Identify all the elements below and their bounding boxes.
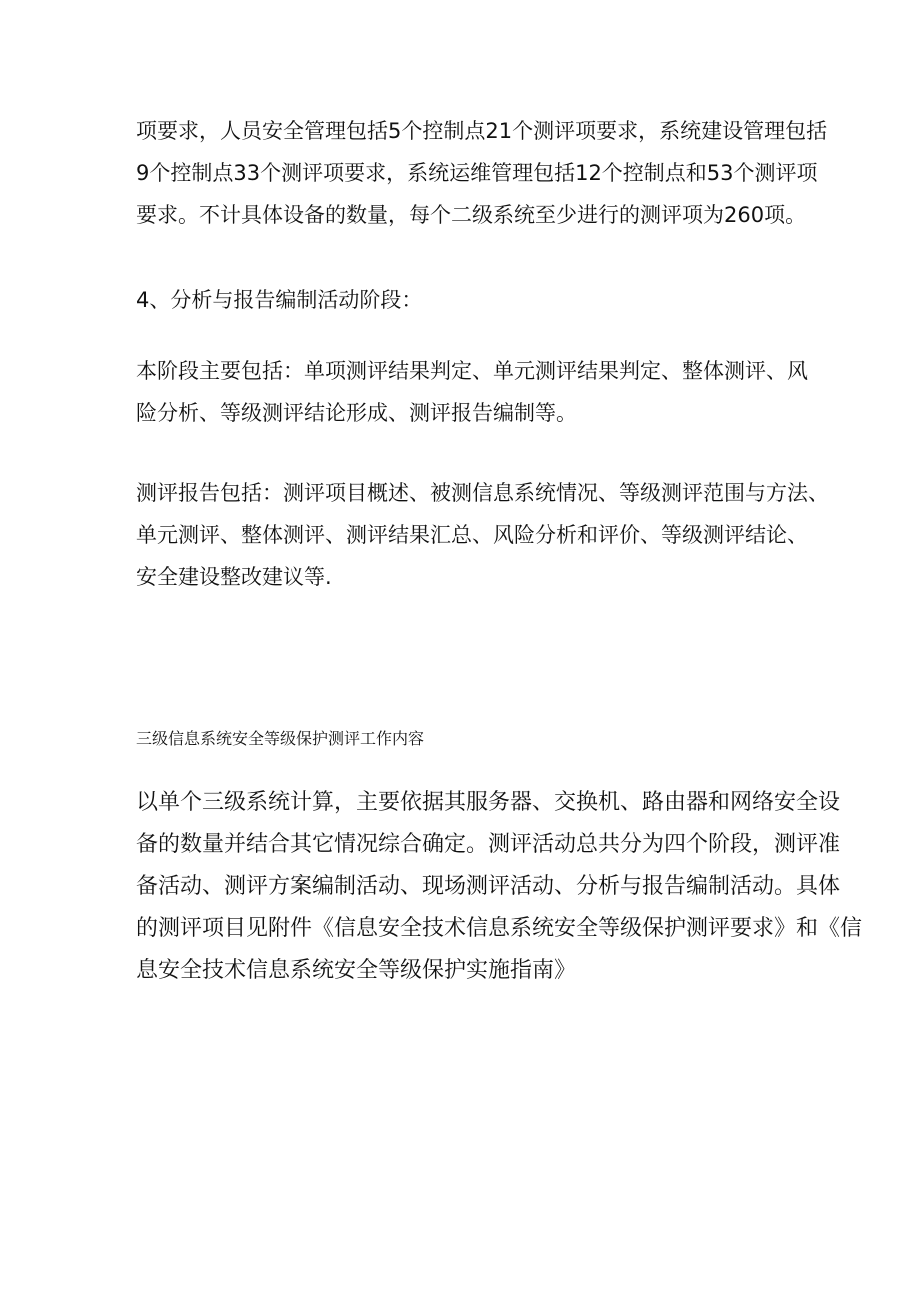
- text-line: 本阶段主要包括：单项测评结果判定、单元测评结果判定、整体测评、风: [136, 359, 808, 383]
- text-line: 息安全技术信息系统安全等级保护实施指南》: [136, 958, 577, 983]
- level3-heading: [136, 725, 796, 753]
- text-line: 备活动、测评方案编制活动、现场测评活动、分析与报告编制活动。具体: [136, 874, 841, 899]
- heading-line: 4、分析与报告编制活动阶段：: [136, 288, 423, 312]
- text-line: 单元测评、整体测评、测评结果汇总、风险分析和评价、等级测评结论、: [136, 523, 808, 547]
- continuation-paragraph: [136, 110, 828, 236]
- text-line: 测评报告包括：测评项目概述、被测信息系统情况、等级测评范围与方法、: [136, 481, 829, 505]
- stage4-heading: [136, 279, 796, 321]
- text-line: 的测评项目见附件《信息安全技术信息系统安全等级保护测评要求》和《信: [136, 916, 863, 941]
- text-line: 要求。不计具体设备的数量，每个二级系统至少进行的测评项为260项。: [136, 203, 807, 227]
- text-line: 备的数量并结合其它情况综合确定。测评活动总共分为四个阶段，测评准: [136, 832, 841, 857]
- stage4-paragraph: [136, 350, 808, 434]
- text-line: 9个控制点33个测评项要求，系统运维管理包括12个控制点和53个测评项: [136, 161, 818, 185]
- heading-line: 三级信息系统安全等级保护测评工作内容: [136, 729, 425, 748]
- level3-paragraph: [136, 782, 863, 992]
- text-line: 以单个三级系统计算，主要依据其服务器、交换机、路由器和网络安全设: [136, 790, 841, 815]
- text-line: 安全建设整改建议等.: [136, 565, 332, 589]
- text-line: 项要求，人员安全管理包括5个控制点21个测评项要求，系统建设管理包括: [136, 119, 828, 143]
- text-line: 险分析、等级测评结论形成、测评报告编制等。: [136, 401, 577, 425]
- report-paragraph: [136, 472, 829, 598]
